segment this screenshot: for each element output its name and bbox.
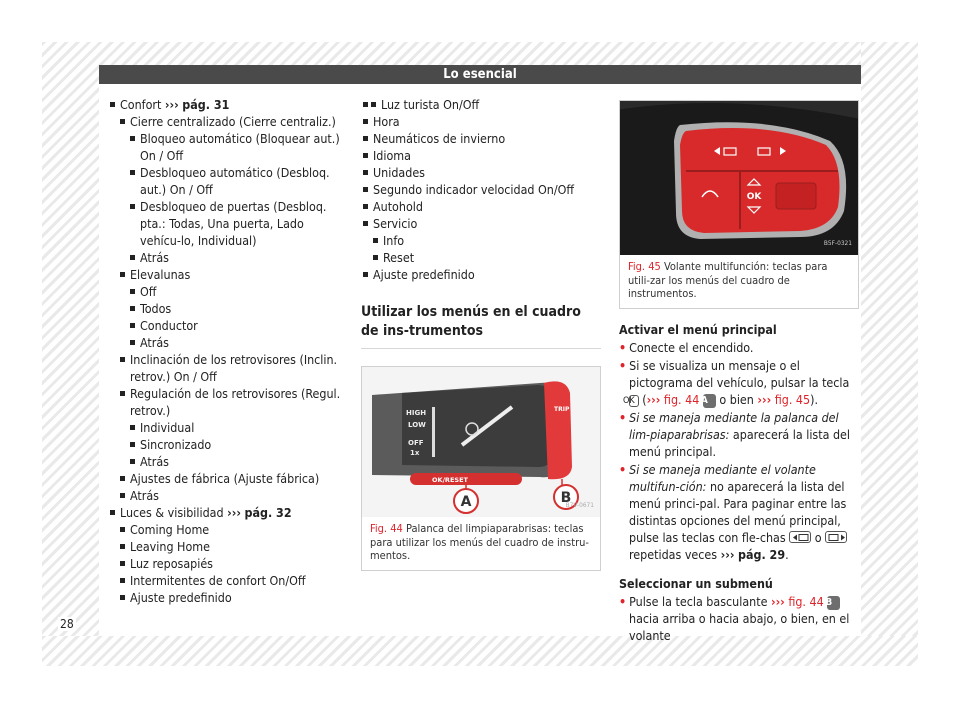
steering-wheel-illustration [620,101,858,255]
stalk-label-high: HIGH [406,409,427,417]
menu-item-unidades: Unidades [373,164,601,181]
page-header: Lo esencial [99,65,861,84]
menu-item-elevalunas: Elevalunas Off Todos Conductor Atrás [130,266,344,351]
list-item: Individual [140,419,344,436]
page-ref: pág. 32 [244,505,292,520]
list-item: Todos [140,300,344,317]
bullet-icon: • [619,593,627,609]
list-item: Atrás [140,249,344,266]
column-3 [619,100,861,644]
figure-link[interactable]: fig. 45 [774,391,811,407]
figure-caption: Fig. 44 Palanca del limpiaparabrisas: teclas para utilizar los menús del cuadro de instru-mentos. [370,522,590,562]
subheading-activar: Activar el menú principal [619,321,777,337]
list-item: Ajuste predefinido [130,589,344,606]
bullet-paragraph: • Si se maneja mediante el volante multifun-ción: no aparecerá la lista del menú princi-pal. Para paginar entre las distintas opciones del menú principal, pulse las teclas con fle-chas o repetidas veces ››› pág. 29. [619,461,847,562]
menu-item-atras: Atrás [130,487,344,504]
page-number: 28 [60,617,74,631]
arrow-right-button-icon [825,531,847,543]
callout-b: B [560,490,572,506]
bullet-paragraph: • Conecte el encendido. [619,339,754,355]
menu-item-confort: Confort ››› pág. 31 Cierre centralizado (Cierre centraliz.) Bloqueo automático (Bloquear aut.) On / Off Desbloqueo automático (Desbloq. aut.) On / Off Desbloqueo de puertas (Desbloq. pta.: Todas, Una puerta, Lado vehícu-lo, Individual) Atrás Elevalunas Off Todos Conductor Atrás Inclinación de los retrovisores (Inclin. retrov.) On / Off Regulación de los retrovisores (Regul. retrov.) Individual Sincronizado Atrás Ajustes de fábrica (Ajuste fábrica) Atrás [120,96,344,504]
stalk-label-off: OFF [408,439,424,447]
list-continuation [373,96,601,113]
bullet-icon: • [619,339,627,355]
ok-key-icon: OK [629,395,639,407]
figure-45 [619,100,859,309]
callout-badge: A [703,394,716,408]
image-code: B7V-0671 [565,501,594,509]
figure-label: Fig. 45 [628,260,661,273]
figure-label: Fig. 44 [370,522,403,535]
column-1 [108,96,344,606]
wiper-stalk-image [362,367,600,517]
figure-link[interactable]: fig. 44 [663,391,700,407]
figure-link[interactable]: fig. 44 [788,593,824,609]
hatch-border-right [861,42,918,666]
image-code: B5F-0321 [823,239,852,247]
list-item: Coming Home [130,521,344,538]
page-ref: pág. 31 [182,97,230,112]
bullet-icon: • [619,461,627,477]
list-item: Leaving Home [130,538,344,555]
stalk-label-ok-reset: OK/RESET [432,476,468,484]
list-item: Atrás [140,334,344,351]
list-item: Off [140,283,344,300]
section-heading: Utilizar los menús en el cuadro de ins-trumentos [361,303,601,349]
bullet-icon: • [619,409,627,425]
menu-item-segundo-indicador: Segundo indicador velocidad On/Off [373,181,601,198]
hatch-border-top [42,42,918,65]
list-item: Bloqueo automático (Bloquear aut.) On / Off [140,130,344,164]
list-item: Intermitentes de confort On/Off [130,572,344,589]
list-item: Luz reposapiés [130,555,344,572]
page-ref[interactable]: pág. 29 [737,546,786,562]
figure-caption: Fig. 45 Volante multifunción: teclas para utili-zar los menús del cuadro de instrumentos. [628,260,828,300]
list-item: Info [383,232,601,249]
stalk-label-trip: TRIP [554,406,570,413]
list-item: Sincronizado [140,436,344,453]
figure-44 [361,366,601,571]
ref-arrows: ››› [757,391,772,407]
ref-arrows: ››› [771,593,785,609]
menu-item-servicio: Servicio Info Reset [373,215,601,266]
column-2 [361,96,601,571]
ref-arrows: ››› [227,505,241,520]
menu-item-luz-turista: Luz turista On/Off [381,96,601,113]
stalk-label-1x: 1x [410,449,420,457]
list-item: Reset [383,249,601,266]
menu-item-hora: Hora [373,113,601,130]
callout-badge: B [827,596,840,610]
menu-item-idioma: Idioma [373,147,601,164]
bullet-paragraph: • Si se maneja mediante la palanca del lim-piaparabrisas: aparecerá la lista del menú principal. [619,409,851,459]
menu-item-inclinacion: Inclinación de los retrovisores (Inclin. retrov.) On / Off [130,351,344,385]
menu-item-ajuste-predefinido: Ajuste predefinido [373,266,601,283]
ref-arrows: ››› [646,391,661,407]
wiper-stalk-illustration [362,367,600,517]
hatch-border-left [42,42,99,666]
list-item: Desbloqueo automático (Desbloq. aut.) On / Off [140,164,344,198]
stalk-label-low: LOW [408,421,426,429]
menu-item-cierre: Cierre centralizado (Cierre centraliz.) Bloqueo automático (Bloquear aut.) On / Off Desbloqueo automático (Desbloq. aut.) On / Off Desbloqueo de puertas (Desbloq. pta.: Todas, Una puerta, Lado vehícu-lo, Individual) Atrás [130,113,344,266]
list-item: Desbloqueo de puertas (Desbloq. pta.: Todas, Una puerta, Lado vehícu-lo, Individual) [140,198,344,249]
list-item: Atrás [140,453,344,470]
menu-item-ajustes-fabrica: Ajustes de fábrica (Ajuste fábrica) [130,470,344,487]
bullet-paragraph: • Si se visualiza un mensaje o el pictograma del vehículo, pulsar la tecla OK (››› fig. 44 A o bien ››› fig. 45). [619,357,850,407]
ref-arrows: ››› [720,546,735,562]
menu-item-neumaticos: Neumáticos de invierno [373,130,601,147]
list-item: Conductor [140,317,344,334]
menu-item-luces: Luces & visibilidad ››› pág. 32 Coming Home Leaving Home Luz reposapiés Intermitentes de confort On/Off Ajuste predefinido [120,504,344,606]
callout-a: A [460,494,472,510]
arrow-left-button-icon [789,531,811,543]
menu-item-regulacion: Regulación de los retrovisores (Regul. retrov.) Individual Sincronizado Atrás [130,385,344,470]
subheading-seleccionar: Seleccionar un submenú [619,575,773,591]
steering-wheel-image [620,101,858,255]
bullet-icon: • [619,357,627,373]
bullet-paragraph: • Pulse la tecla basculante ››› fig. 44 B hacia arriba o hacia abajo, o bien, en el volante [619,593,850,643]
ok-key-label: OK [746,192,762,202]
menu-item-autohold: Autohold [373,198,601,215]
ref-arrows: ››› [164,97,179,112]
